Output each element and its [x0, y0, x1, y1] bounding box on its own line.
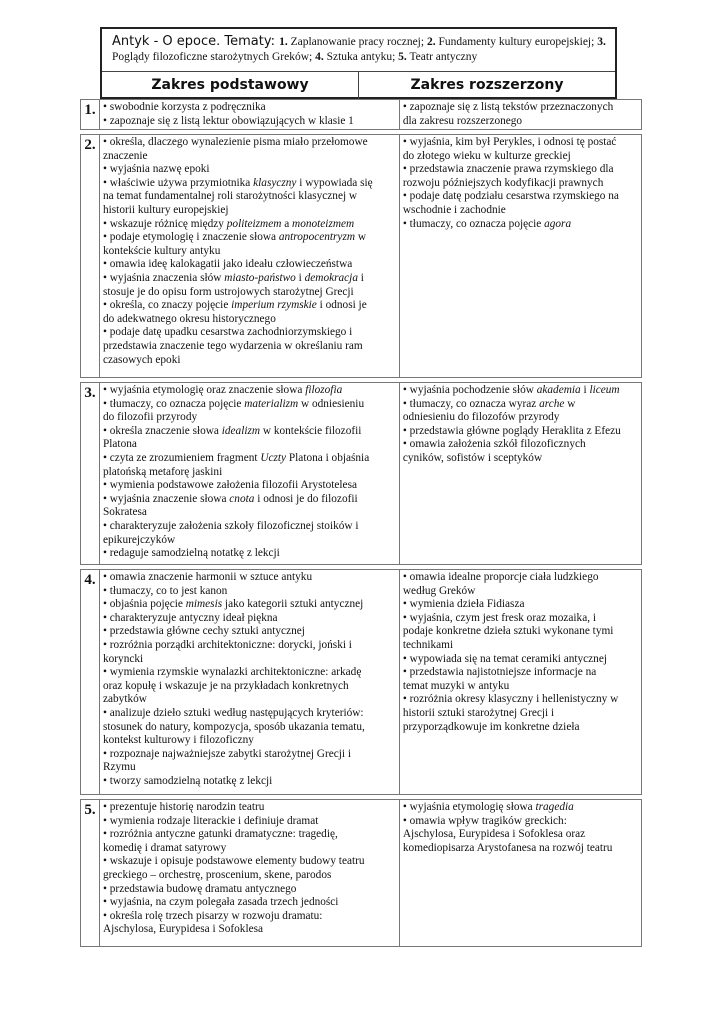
cell-line: • wyjaśnia nazwę epoki — [103, 163, 210, 176]
cell-line: temat muzyki w antyku — [402, 679, 510, 692]
cell-line: • wskazuje różnicę między politeizmem a monoteizmem — [103, 217, 355, 230]
cell-line: • wyjaśnia, czym jest fresk oraz mozaika, i — [402, 611, 596, 624]
column-basic-header: Zakres podstawowy — [102, 72, 359, 99]
cell-line: Sokratesa — [103, 506, 147, 519]
cell-line: do złotego wieku w kulturze greckiej — [402, 149, 571, 162]
cell-line: • przedstawia znaczenie prawa rzymskiego dla — [402, 163, 614, 176]
cell-line: rozwoju późniejszych kodyfikacji prawnych — [402, 176, 604, 189]
row-number: 3. — [81, 383, 100, 564]
table-row — [80, 134, 642, 378]
column-headers — [102, 72, 615, 99]
cell-line: • przedstawia główne poglądy Heraklita z Efezu — [402, 424, 621, 437]
cell-line: • przedstawia najistotniejsze informacje na — [402, 666, 597, 679]
cell-line: • wyjaśnia, na czym polegała zasada trzech jedności — [103, 896, 339, 909]
cell-line: historii sztuki starożytnej Grecji i — [402, 706, 555, 719]
cell-line: Ajschylosa, Eurypidesa i Sofoklesa — [103, 923, 264, 936]
cell-line: • zapoznaje się z listą tekstów przeznaczonych — [402, 101, 614, 113]
table-row — [80, 99, 642, 130]
cell-line: • analizuje dzieło sztuki według następujących kryteriów: — [103, 706, 364, 719]
cell-line: • omawia idealne proporcje ciała ludzkiego — [402, 571, 599, 583]
header-box — [100, 27, 617, 99]
cell-line: • swobodnie korzysta z podręcznika — [103, 101, 266, 113]
cell-line: • tłumaczy, co oznacza wyraz arche w — [402, 397, 576, 410]
cell-line: • określa, co znaczy pojęcie imperium rzymskie i odnosi je — [103, 299, 367, 312]
cell-line: • tłumaczy, co to jest kanon — [103, 584, 228, 597]
cell-line: • wymienia dzieła Fidiasza — [402, 598, 525, 611]
cell-line: • objaśnia pojęcie mimesis jako kategorii sztuki antycznej — [103, 598, 364, 611]
cell-line: • określa rolę trzech pisarzy w rozwoju dramatu: — [103, 909, 323, 922]
row-number: 4. — [81, 570, 100, 794]
row-number: 2. — [81, 135, 100, 377]
topic-title: Sztuka antyku; — [323, 51, 399, 63]
cell-line: • podaje etymologię i znaczenie słowa antropocentryzm w — [103, 231, 366, 244]
topic-number: 2. — [426, 36, 436, 48]
title-row — [102, 29, 615, 72]
cell-line: • podaje datę upadku cesarstwa zachodniorzymskiego i — [103, 326, 353, 339]
cell-line: kontekst kulturowy i filozoficzny — [103, 734, 254, 747]
cell-line: • podaje datę podziału cesarstwa rzymskiego na — [402, 190, 619, 203]
column-extended-header: Zakres rozszerzony — [410, 77, 564, 93]
cell-line: • omawia znaczenie harmonii w sztuce antyku — [103, 571, 313, 583]
cell-line: • określa znaczenie słowa idealizm w kontekście filozofii — [103, 424, 362, 437]
cell-line: • wyjaśnia znaczenie słowa cnota i odnosi je do filozofii — [103, 492, 358, 505]
cell-line: Platona — [103, 438, 137, 451]
basic-scope-cell — [100, 383, 400, 564]
cell-line: • omawia wpływ tragików greckich: — [402, 814, 567, 827]
cell-line: • rozróżnia antyczne gatunki dramatyczne: tragedię, — [103, 828, 338, 841]
cell-line: • czyta ze zrozumieniem fragment Uczty Platona i objaśnia — [103, 451, 370, 464]
extended-scope-cell — [400, 570, 641, 794]
cell-line: komediopisarza Arystofanesa na rozwój teatru — [402, 841, 613, 854]
basic-scope-cell — [100, 800, 400, 946]
extended-scope-cell — [400, 383, 641, 564]
cell-line: na temat fundamentalnej roli starożytności klasycznej w — [103, 190, 358, 203]
cell-line: do filozofii przyrody — [103, 411, 198, 424]
cell-line: • prezentuje historię narodzin teatru — [103, 801, 265, 813]
cell-line: • przedstawia budowę dramatu antycznego — [103, 882, 297, 895]
curriculum-table — [80, 99, 642, 951]
cell-line: • wypowiada się na temat ceramiki antycznej — [402, 652, 607, 665]
cell-line: do adekwatnego okresu historycznego — [103, 312, 276, 325]
basic-scope-cell — [100, 100, 400, 129]
cell-line: • rozpoznaje najważniejsze zabytki starożytnej Grecji i — [103, 747, 351, 760]
cell-line: • omawia ideę kalokagatii jako ideału człowieczeństwa — [103, 258, 353, 271]
cell-line: znaczenie — [103, 149, 148, 162]
cell-line: • charakteryzuje założenia szkoły filozoficznej stoików i — [103, 519, 359, 532]
cell-line: • wymienia rzymskie wynalazki architektoniczne: arkadę — [103, 666, 362, 679]
cell-line: • wyjaśnia, kim był Perykles, i odnosi tę postać — [402, 136, 617, 148]
table-row — [80, 569, 642, 795]
cell-line: koryncki — [103, 652, 144, 665]
cell-line: oraz kopułę i wskazuje je na przykładach konkretnych — [103, 679, 349, 692]
cell-line: • rozróżnia okresy klasyczny i hellenistyczny w — [402, 693, 619, 706]
cell-line: technikami — [402, 638, 454, 651]
cell-line: • zapoznaje się z listą lektur obowiązujących w klasie 1 — [103, 114, 354, 127]
cell-line: • właściwie używa przymiotnika klasyczny i wypowiada się — [103, 176, 373, 189]
cell-line: zabytków — [103, 693, 147, 706]
cell-line: • wyjaśnia etymologię słowa tragedia — [402, 801, 574, 813]
cell-line: • redaguje samodzielną notatkę z lekcji — [103, 547, 280, 560]
cell-line: greckiego – orchestrę, proscenium, skene, parodos — [103, 868, 332, 881]
basic-scope-cell — [100, 135, 400, 377]
cell-line: podaje konkretne dzieła sztuki wykonane tymi — [402, 625, 614, 638]
cell-line: platońską metaforę jaskini — [103, 465, 223, 478]
cell-line: cyników, sofistów i sceptyków — [402, 451, 543, 464]
cell-line: • wskazuje i opisuje podstawowe elementy budowy teatru — [103, 855, 365, 868]
cell-line: • wyjaśnia znaczenia słów miasto-państwo i demokracja i — [103, 271, 364, 284]
cell-line: • tworzy samodzielną notatkę z lekcji — [103, 774, 273, 787]
title-lead: Antyk - O epoce. Tematy: — [112, 34, 280, 49]
cell-line: dla zakresu rozszerzonego — [402, 114, 523, 127]
cell-line: stosuje je do opisu form ustrojowych starożytnej Grecji — [103, 285, 354, 298]
topic-number: 5. — [398, 51, 407, 63]
basic-scope-cell — [100, 570, 400, 794]
cell-line: przyporządkowuje im konkretne dzieła — [402, 720, 580, 733]
topic-number: 3. — [597, 36, 606, 48]
cell-line: stosunek do natury, kompozycja, sposób ukazania tematu, — [103, 720, 365, 733]
cell-line: kontekście kultury antyku — [103, 244, 221, 257]
cell-line: komedię i dramat satyrowy — [103, 841, 227, 854]
cell-line: • omawia założenia szkół filozoficznych — [402, 438, 586, 451]
cell-line: • tłumaczy, co oznacza pojęcie materializm w odniesieniu — [103, 397, 365, 410]
cell-line: Rzymu — [103, 761, 136, 774]
cell-line: według Greków — [402, 584, 476, 597]
topic-title: Zaplanowanie pracy rocznej; — [287, 36, 427, 48]
cell-line: • tłumaczy, co oznacza pojęcie agora — [402, 217, 572, 230]
cell-line: • wyjaśnia pochodzenie słów akademia i liceum — [402, 384, 620, 396]
cell-line: • przedstawia główne cechy sztuki antycznej — [103, 625, 305, 638]
topic-title: Fundamenty kultury europejskiej; — [435, 36, 598, 48]
cell-line: epikurejczyków — [103, 533, 176, 546]
cell-line: • określa, dlaczego wynalezienie pisma miało przełomowe — [103, 136, 368, 148]
cell-line: • wymienia podstawowe założenia filozofii Arystotelesa — [103, 479, 357, 492]
row-number: 5. — [81, 800, 100, 946]
cell-line: czasowych epoki — [103, 353, 181, 366]
cell-line: • rozróżnia porządki architektoniczne: dorycki, joński i — [103, 638, 352, 651]
cell-line: odniesieniu do filozofów przyrody — [402, 411, 560, 424]
cell-line: historii kultury europejskiej — [103, 203, 229, 216]
row-number: 1. — [81, 100, 100, 129]
cell-line: wschodnie i zachodnie — [402, 203, 506, 216]
extended-scope-cell — [400, 800, 641, 946]
topic-number: 1. — [279, 36, 288, 48]
table-row — [80, 382, 642, 565]
cell-line: przedstawia znaczenie tego wydarzenia w określaniu ram — [103, 339, 363, 352]
extended-scope-cell — [400, 100, 641, 129]
topic-title: Teatr antyczny — [406, 51, 478, 63]
extended-scope-cell — [400, 135, 641, 377]
table-row — [80, 799, 642, 947]
cell-line: • charakteryzuje antyczny ideał piękna — [103, 611, 278, 624]
cell-line: • wymienia rodzaje literackie i definiuje dramat — [103, 814, 319, 827]
cell-line: • wyjaśnia etymologię oraz znaczenie słowa filozofia — [103, 384, 343, 396]
topic-title: Poglądy filozoficzne starożytnych Greków; — [112, 51, 316, 63]
cell-line: Ajschylosa, Eurypidesa i Sofoklesa oraz — [402, 828, 586, 841]
topic-number: 4. — [315, 51, 324, 63]
